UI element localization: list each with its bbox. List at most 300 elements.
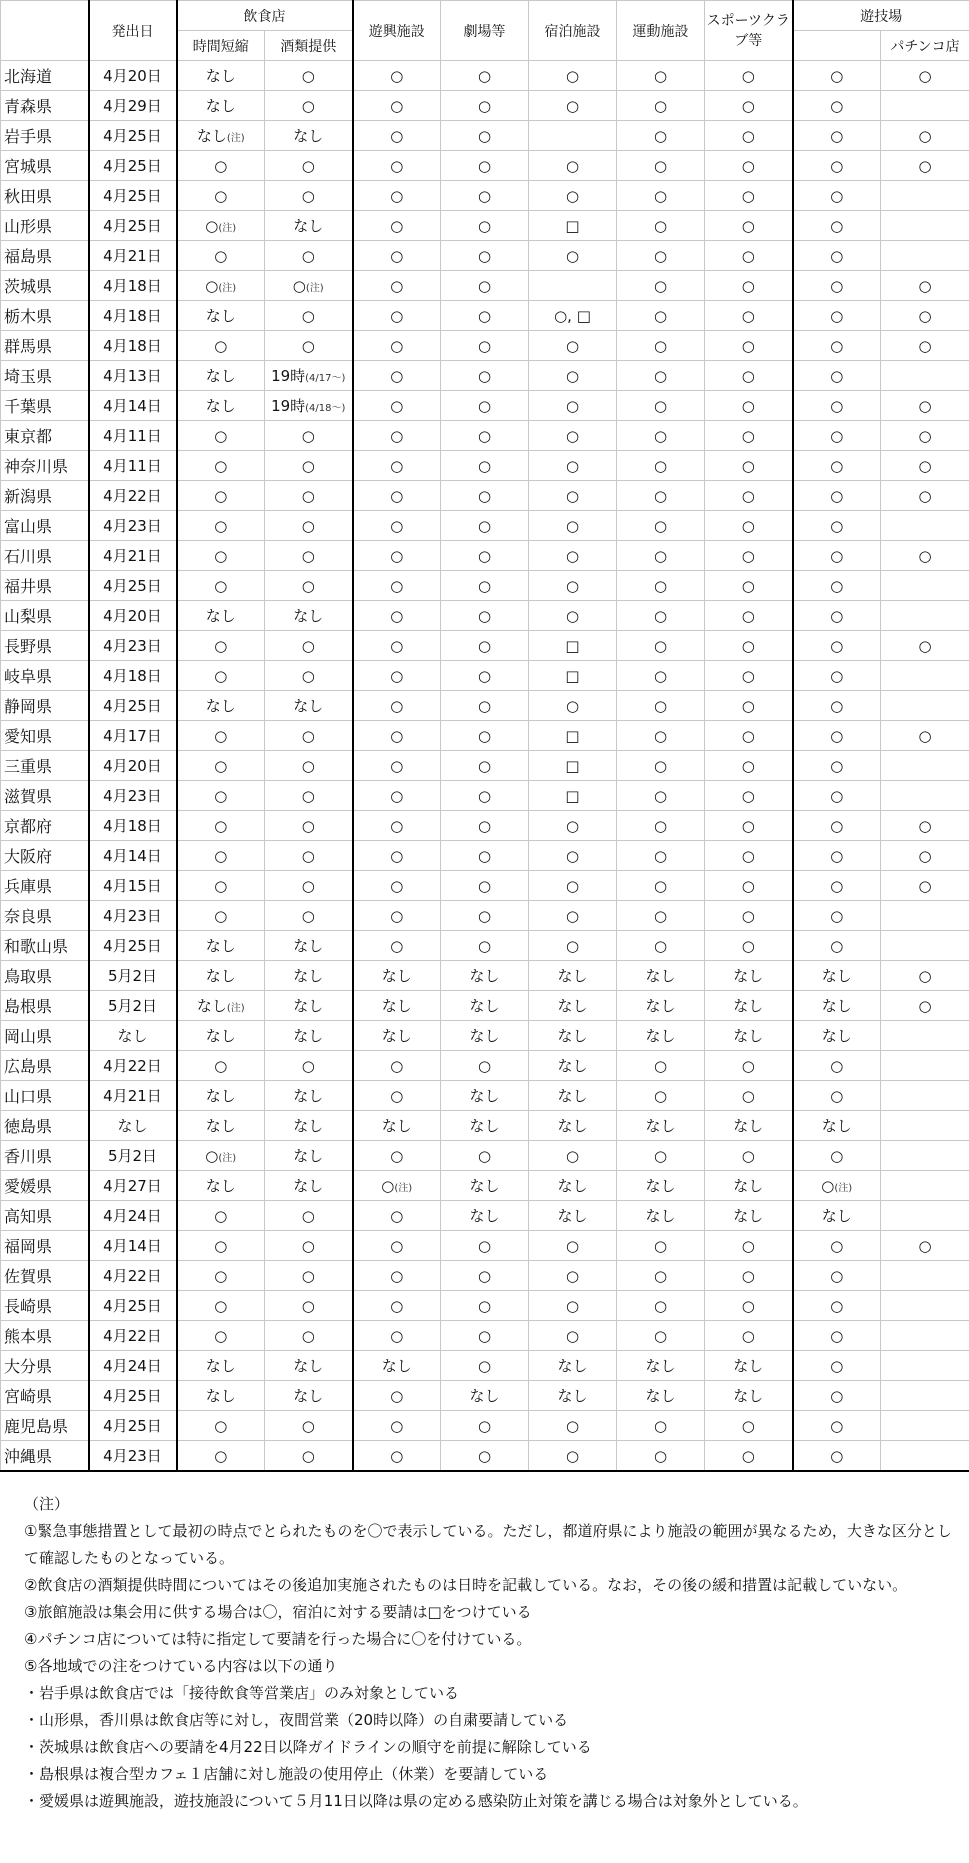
table-row bbox=[1, 331, 969, 361]
cell-value: ○ bbox=[390, 396, 404, 415]
cell-theater bbox=[441, 601, 529, 631]
cell-pref bbox=[1, 91, 89, 121]
note-line: ・山形県，香川県は飲食店等に対し，夜間営業（20時以降）の自粛要請している bbox=[24, 1711, 569, 1729]
cell-value: ○ bbox=[565, 1446, 580, 1465]
cell-value: □ bbox=[565, 666, 580, 685]
cell-sports bbox=[617, 211, 705, 241]
cell-value: 岩手県 bbox=[4, 127, 53, 146]
cell-value: ○ bbox=[301, 1266, 315, 1285]
cell-value: ○ bbox=[653, 336, 668, 355]
cell-value: ○ bbox=[565, 156, 580, 175]
cell-value: ○ bbox=[830, 1326, 844, 1345]
cell-pref bbox=[1, 361, 89, 391]
cell-value: なし bbox=[557, 1027, 588, 1045]
cell-pachinko bbox=[881, 571, 969, 601]
cell-pachinko bbox=[881, 1261, 969, 1291]
cell-value: ○ bbox=[741, 1266, 755, 1285]
cell-value: ○ bbox=[390, 1086, 404, 1105]
cell-pref bbox=[1, 841, 89, 871]
cell-value: 4月25日 bbox=[103, 1417, 162, 1435]
cell-value: ○ bbox=[214, 186, 228, 205]
cell-value: なし bbox=[205, 1117, 236, 1135]
cell-value: ○ bbox=[653, 846, 668, 865]
cell-date bbox=[89, 1171, 177, 1201]
cell-club bbox=[705, 1171, 793, 1201]
cell-date bbox=[89, 61, 177, 91]
note-line: ②飲食店の酒類提供時間についてはその後追加実施されたものは日時を記載している。なお，その後の緩和措置は記載していない。 bbox=[24, 1576, 908, 1594]
cell-value: 秋田県 bbox=[4, 187, 53, 206]
cell-value: 広島県 bbox=[4, 1057, 53, 1076]
cell-value: ○ bbox=[301, 1206, 315, 1225]
table-row bbox=[1, 991, 969, 1021]
cell-sports bbox=[617, 391, 705, 421]
cell-amusement bbox=[353, 901, 441, 931]
cell-value: なし bbox=[381, 1357, 412, 1375]
cell-value: なし bbox=[293, 127, 324, 145]
cell-arcade bbox=[793, 1231, 881, 1261]
cell-amusement bbox=[353, 421, 441, 451]
cell-value: ○ bbox=[653, 306, 668, 325]
table-row bbox=[1, 451, 969, 481]
cell-pachinko bbox=[881, 1141, 969, 1171]
cell-value: 福岡県 bbox=[4, 1237, 53, 1256]
cell-value: ○ bbox=[214, 1326, 228, 1345]
cell-value: 4月25日 bbox=[103, 217, 162, 235]
table-row bbox=[1, 541, 969, 571]
cell-value: 長野県 bbox=[4, 637, 53, 656]
cell-amusement bbox=[353, 391, 441, 421]
cell-pref bbox=[1, 421, 89, 451]
cell-theater bbox=[441, 841, 529, 871]
cell-alcohol bbox=[265, 271, 353, 301]
cell-lodging bbox=[529, 181, 617, 211]
table-row bbox=[1, 391, 969, 421]
cell-value: ○ bbox=[918, 996, 932, 1015]
header-pref-blank bbox=[1, 1, 89, 61]
cell-value: 5月2日 bbox=[107, 997, 158, 1015]
cell-value: ○ bbox=[653, 666, 668, 685]
cell-value: 埼玉県 bbox=[4, 367, 53, 386]
cell-pachinko bbox=[881, 1411, 969, 1441]
cell-hours bbox=[177, 1411, 265, 1441]
cell-value: ○ bbox=[301, 1236, 315, 1255]
table-row bbox=[1, 181, 969, 211]
cell-theater bbox=[441, 631, 529, 661]
cell-value: 宮城県 bbox=[4, 157, 53, 176]
cell-value: ○ bbox=[830, 1416, 844, 1435]
cell-hours bbox=[177, 961, 265, 991]
cell-lodging bbox=[529, 991, 617, 1021]
cell-value: ○ bbox=[390, 1416, 404, 1435]
cell-value: 4月23日 bbox=[103, 907, 162, 925]
note-line: ・島根県は複合型カフェ１店舗に対し施設の使用停止（休業）を要請している bbox=[24, 1765, 549, 1783]
cell-value: ○ bbox=[390, 546, 404, 565]
cell-pref bbox=[1, 901, 89, 931]
cell-date bbox=[89, 1411, 177, 1441]
cell-value: ○ bbox=[301, 66, 315, 85]
cell-club bbox=[705, 451, 793, 481]
cell-note: (4/17〜) bbox=[305, 373, 346, 384]
cell-alcohol bbox=[265, 811, 353, 841]
cell-value: 4月21日 bbox=[103, 1087, 162, 1105]
cell-value: ○ bbox=[390, 336, 404, 355]
cell-hours bbox=[177, 931, 265, 961]
cell-value: なし bbox=[205, 967, 236, 985]
cell-value: ○ bbox=[830, 1056, 844, 1075]
cell-theater bbox=[441, 1081, 529, 1111]
cell-value: ○ bbox=[830, 786, 844, 805]
cell-value: なし bbox=[733, 1207, 764, 1225]
cell-alcohol bbox=[265, 1411, 353, 1441]
cell-amusement bbox=[353, 601, 441, 631]
table-row bbox=[1, 1051, 969, 1081]
header-arcade-blank bbox=[793, 31, 881, 61]
cell-hours bbox=[177, 241, 265, 271]
cell-pachinko bbox=[881, 1081, 969, 1111]
cell-value: ○ bbox=[741, 786, 755, 805]
cell-value: ○ bbox=[741, 846, 755, 865]
cell-sports bbox=[617, 571, 705, 601]
cell-theater bbox=[441, 1231, 529, 1261]
cell-value: 4月22日 bbox=[103, 487, 162, 505]
cell-value: 4月25日 bbox=[103, 187, 162, 205]
cell-club bbox=[705, 1321, 793, 1351]
cell-pref bbox=[1, 751, 89, 781]
cell-alcohol bbox=[265, 211, 353, 241]
cell-pref bbox=[1, 1051, 89, 1081]
cell-value: ○ bbox=[565, 96, 580, 115]
cell-value: なし bbox=[645, 967, 676, 985]
cell-value: ○ bbox=[390, 126, 404, 145]
cell-value: 佐賀県 bbox=[4, 1267, 53, 1286]
cell-sports bbox=[617, 91, 705, 121]
table-row bbox=[1, 1171, 969, 1201]
cell-alcohol bbox=[265, 1201, 353, 1231]
cell-lodging bbox=[529, 91, 617, 121]
table-row bbox=[1, 961, 969, 991]
cell-value: ○ bbox=[830, 576, 844, 595]
cell-date bbox=[89, 181, 177, 211]
cell-arcade bbox=[793, 1201, 881, 1231]
cell-arcade bbox=[793, 631, 881, 661]
cell-sports bbox=[617, 1381, 705, 1411]
cell-value: ○ bbox=[653, 606, 668, 625]
cell-alcohol bbox=[265, 661, 353, 691]
cell-arcade bbox=[793, 661, 881, 691]
cell-value: ○ bbox=[741, 1326, 755, 1345]
cell-sports bbox=[617, 121, 705, 151]
cell-amusement bbox=[353, 61, 441, 91]
cell-pachinko bbox=[881, 1321, 969, 1351]
cell-date bbox=[89, 1111, 177, 1141]
cell-amusement bbox=[353, 1111, 441, 1141]
cell-value: 4月27日 bbox=[103, 1177, 162, 1195]
cell-value: 愛媛県 bbox=[4, 1177, 53, 1196]
cell-value: 茨城県 bbox=[4, 277, 53, 296]
cell-hours bbox=[177, 1351, 265, 1381]
cell-arcade bbox=[793, 361, 881, 391]
cell-date bbox=[89, 1381, 177, 1411]
cell-pref bbox=[1, 1201, 89, 1231]
table-row bbox=[1, 61, 969, 91]
cell-alcohol bbox=[265, 1321, 353, 1351]
cell-value: ○ bbox=[653, 486, 668, 505]
cell-value: ○ bbox=[830, 606, 844, 625]
cell-pachinko bbox=[881, 271, 969, 301]
cell-amusement bbox=[353, 661, 441, 691]
cell-club bbox=[705, 991, 793, 1021]
table-row bbox=[1, 1291, 969, 1321]
cell-value: ○ bbox=[214, 1296, 228, 1315]
cell-amusement bbox=[353, 181, 441, 211]
cell-date bbox=[89, 661, 177, 691]
cell-value: ○ bbox=[390, 846, 404, 865]
cell-date bbox=[89, 361, 177, 391]
cell-value: ○ bbox=[477, 366, 492, 385]
cell-hours bbox=[177, 151, 265, 181]
cell-value: 鹿児島県 bbox=[4, 1417, 69, 1436]
cell-value: ○ bbox=[390, 876, 404, 895]
cell-value: ○ bbox=[205, 216, 219, 235]
cell-value: ○ bbox=[741, 276, 755, 295]
cell-value: ○ bbox=[214, 486, 228, 505]
cell-value: ○ bbox=[653, 156, 668, 175]
cell-value: 富山県 bbox=[4, 517, 53, 536]
cell-sports bbox=[617, 1351, 705, 1381]
cell-date bbox=[89, 331, 177, 361]
cell-value: 4月13日 bbox=[103, 367, 162, 385]
cell-value: なし bbox=[293, 1087, 324, 1105]
cell-alcohol bbox=[265, 541, 353, 571]
cell-value: ○ bbox=[301, 636, 315, 655]
cell-arcade bbox=[793, 211, 881, 241]
cell-theater bbox=[441, 1021, 529, 1051]
cell-alcohol bbox=[265, 871, 353, 901]
cell-value: 岐阜県 bbox=[4, 667, 53, 686]
cell-value: ○ bbox=[830, 336, 844, 355]
table-row bbox=[1, 361, 969, 391]
cell-value: ○ bbox=[390, 186, 404, 205]
cell-hours bbox=[177, 901, 265, 931]
cell-pachinko bbox=[881, 841, 969, 871]
cell-value: ○ bbox=[477, 66, 492, 85]
cell-hours bbox=[177, 721, 265, 751]
cell-pref bbox=[1, 571, 89, 601]
cell-pref bbox=[1, 121, 89, 151]
cell-pref bbox=[1, 151, 89, 181]
cell-value: なし bbox=[469, 967, 500, 985]
cell-value: ○ bbox=[477, 576, 492, 595]
cell-value: なし bbox=[469, 1087, 500, 1105]
cell-arcade bbox=[793, 91, 881, 121]
cell-pachinko bbox=[881, 241, 969, 271]
cell-value: ○ bbox=[741, 876, 755, 895]
cell-note: (注) bbox=[218, 1152, 237, 1164]
cell-value: ○ bbox=[214, 426, 228, 445]
cell-date bbox=[89, 1081, 177, 1111]
cell-club bbox=[705, 1381, 793, 1411]
cell-value: なし bbox=[469, 1387, 500, 1405]
cell-hours bbox=[177, 301, 265, 331]
cell-lodging bbox=[529, 1201, 617, 1231]
cell-alcohol bbox=[265, 61, 353, 91]
cell-value: 徳島県 bbox=[4, 1117, 53, 1136]
cell-value: ○ bbox=[918, 156, 932, 175]
cell-club bbox=[705, 421, 793, 451]
cell-value: ○ bbox=[477, 1326, 492, 1345]
cell-value: 高知県 bbox=[4, 1207, 53, 1226]
cell-theater bbox=[441, 1351, 529, 1381]
cell-hours bbox=[177, 361, 265, 391]
cell-value: ○ bbox=[565, 246, 580, 265]
cell-value: なし bbox=[293, 967, 324, 985]
cell-value: ○ bbox=[653, 66, 668, 85]
cell-lodging bbox=[529, 1231, 617, 1261]
cell-amusement bbox=[353, 1051, 441, 1081]
cell-alcohol bbox=[265, 301, 353, 331]
cell-value: ○ bbox=[918, 876, 932, 895]
cell-value: ○ bbox=[653, 936, 668, 955]
cell-value: ○ bbox=[565, 456, 580, 475]
cell-value: ○ bbox=[565, 876, 580, 895]
cell-theater bbox=[441, 751, 529, 781]
cell-value: ○ bbox=[301, 786, 315, 805]
cell-club bbox=[705, 331, 793, 361]
cell-hours bbox=[177, 841, 265, 871]
cell-sports bbox=[617, 721, 705, 751]
cell-value: ○ bbox=[214, 876, 228, 895]
cell-lodging bbox=[529, 241, 617, 271]
cell-value: ○ bbox=[390, 1146, 404, 1165]
cell-value: ○ bbox=[477, 726, 492, 745]
cell-value: なし bbox=[469, 1117, 500, 1135]
cell-theater bbox=[441, 871, 529, 901]
cell-alcohol bbox=[265, 331, 353, 361]
cell-value: ○ bbox=[477, 666, 492, 685]
cell-value: なし bbox=[821, 997, 852, 1015]
cell-value: 4月24日 bbox=[103, 1357, 162, 1375]
cell-alcohol bbox=[265, 991, 353, 1021]
table-row bbox=[1, 751, 969, 781]
cell-club bbox=[705, 391, 793, 421]
cell-value: □ bbox=[565, 726, 580, 745]
cell-value: ○ bbox=[390, 786, 404, 805]
table-row bbox=[1, 1321, 969, 1351]
cell-value: ○ bbox=[653, 396, 668, 415]
cell-arcade bbox=[793, 301, 881, 331]
cell-value: ○ bbox=[205, 276, 219, 295]
cell-pref bbox=[1, 1111, 89, 1141]
cell-value: 4月25日 bbox=[103, 1387, 162, 1405]
cell-alcohol bbox=[265, 241, 353, 271]
cell-value: ○ bbox=[653, 756, 668, 775]
cell-sports bbox=[617, 1291, 705, 1321]
cell-value: 愛知県 bbox=[4, 727, 53, 746]
cell-sports bbox=[617, 301, 705, 331]
cell-sports bbox=[617, 241, 705, 271]
cell-value: ○, □ bbox=[554, 306, 591, 325]
cell-value: ○ bbox=[390, 936, 404, 955]
cell-amusement bbox=[353, 1351, 441, 1381]
cell-theater bbox=[441, 451, 529, 481]
cell-value: ○ bbox=[653, 426, 668, 445]
cell-sports bbox=[617, 1051, 705, 1081]
cell-value: なし bbox=[733, 967, 764, 985]
cell-value: 4月21日 bbox=[103, 247, 162, 265]
cell-value: なし bbox=[205, 1387, 236, 1405]
cell-value: ○ bbox=[741, 366, 755, 385]
cell-value: なし bbox=[293, 1357, 324, 1375]
cell-value: ○ bbox=[653, 696, 668, 715]
cell-hours bbox=[177, 1051, 265, 1081]
cell-date bbox=[89, 1291, 177, 1321]
cell-value: ○ bbox=[653, 1446, 668, 1465]
cell-date bbox=[89, 391, 177, 421]
cell-value: なし bbox=[196, 127, 227, 145]
cell-value: なし bbox=[821, 967, 852, 985]
cell-pref bbox=[1, 991, 89, 1021]
cell-value: ○ bbox=[653, 786, 668, 805]
cell-value: ○ bbox=[565, 396, 580, 415]
cell-alcohol bbox=[265, 1051, 353, 1081]
cell-arcade bbox=[793, 1321, 881, 1351]
cell-pref bbox=[1, 1411, 89, 1441]
cell-amusement bbox=[353, 271, 441, 301]
cell-value: ○ bbox=[390, 816, 404, 835]
cell-club bbox=[705, 1411, 793, 1441]
cell-value: ○ bbox=[301, 816, 315, 835]
cell-alcohol bbox=[265, 1381, 353, 1411]
cell-sports bbox=[617, 1021, 705, 1051]
cell-theater bbox=[441, 691, 529, 721]
cell-value: ○ bbox=[390, 66, 404, 85]
header-row-top bbox=[1, 1, 969, 31]
cell-value: ○ bbox=[830, 906, 844, 925]
cell-value: ○ bbox=[830, 246, 844, 265]
cell-value: ○ bbox=[653, 246, 668, 265]
cell-arcade bbox=[793, 931, 881, 961]
cell-lodging bbox=[529, 211, 617, 241]
cell-pref bbox=[1, 781, 89, 811]
cell-value: 4月18日 bbox=[103, 667, 162, 685]
cell-sports bbox=[617, 1081, 705, 1111]
cell-value: ○ bbox=[565, 936, 580, 955]
cell-value: ○ bbox=[830, 756, 844, 775]
cell-date bbox=[89, 91, 177, 121]
cell-value: ○ bbox=[918, 816, 932, 835]
cell-value: ○ bbox=[830, 876, 844, 895]
cell-value: ○ bbox=[565, 696, 580, 715]
cell-theater bbox=[441, 1261, 529, 1291]
cell-value: 山形県 bbox=[4, 217, 53, 236]
cell-pref bbox=[1, 211, 89, 241]
cell-value: ○ bbox=[301, 1296, 315, 1315]
cell-theater bbox=[441, 61, 529, 91]
cell-value: ○ bbox=[741, 1146, 755, 1165]
cell-sports bbox=[617, 61, 705, 91]
cell-value: なし bbox=[293, 1027, 324, 1045]
cell-club bbox=[705, 271, 793, 301]
cell-value: なし bbox=[205, 937, 236, 955]
cell-value: ○ bbox=[214, 906, 228, 925]
cell-value: ○ bbox=[830, 636, 844, 655]
cell-value: ○ bbox=[477, 606, 492, 625]
cell-amusement bbox=[353, 991, 441, 1021]
table-row bbox=[1, 1021, 969, 1051]
cell-value: なし bbox=[645, 1387, 676, 1405]
cell-amusement bbox=[353, 691, 441, 721]
cell-value: ○ bbox=[301, 486, 315, 505]
